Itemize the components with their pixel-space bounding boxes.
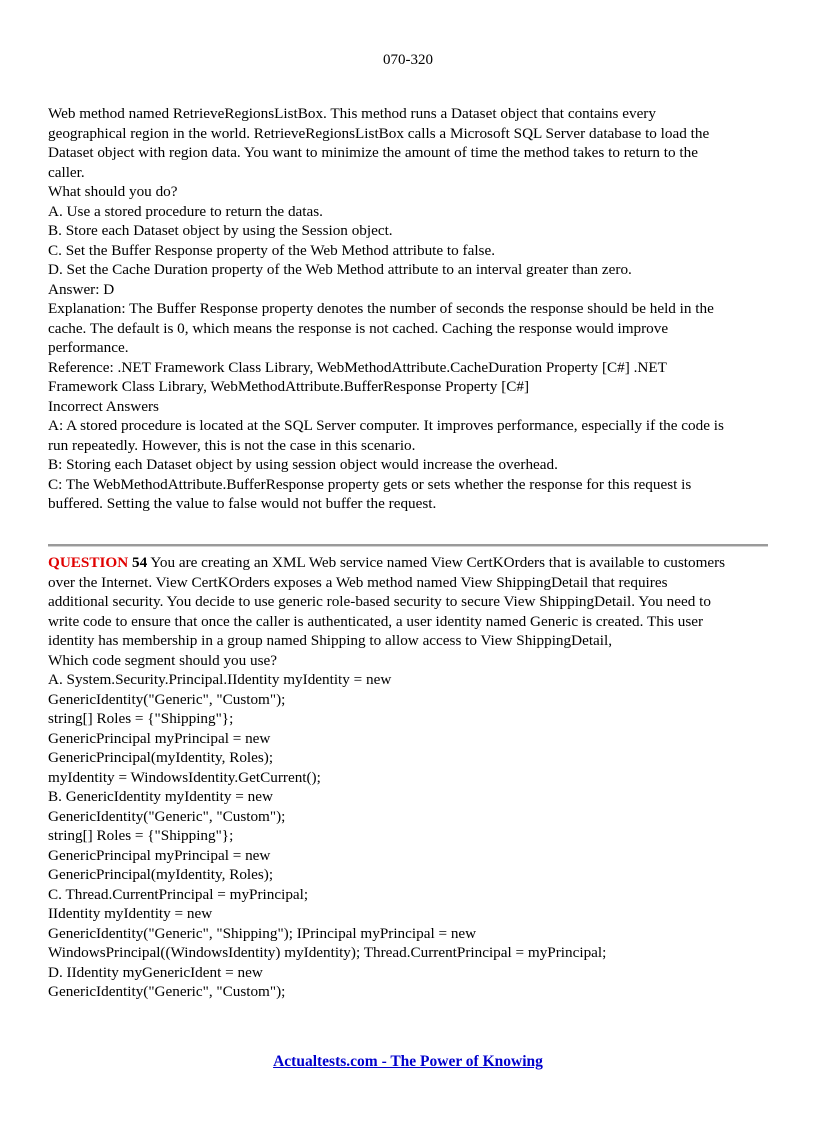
code-line: B. GenericIdentity myIdentity = new bbox=[48, 788, 273, 805]
code-line: GenericPrincipal myPrincipal = new bbox=[48, 729, 271, 747]
code-line: IIdentity myIdentity = new bbox=[48, 905, 213, 922]
explanation-line: cache. The default is 0, which means the response is not cached. Caching the response would improve bbox=[48, 319, 669, 337]
incorrect-answers-heading: Incorrect Answers bbox=[48, 397, 159, 415]
question-label: QUESTION bbox=[48, 554, 129, 571]
code-line: GenericIdentity("Generic", "Custom"); bbox=[48, 983, 286, 1000]
question-line: identity has membership in a group named Shipping to allow access to View ShippingDetail, bbox=[48, 632, 613, 649]
code-line: D. IIdentity myGenericIdent = new bbox=[48, 963, 263, 981]
code-line: myIdentity = WindowsIdentity.GetCurrent(); bbox=[48, 768, 321, 786]
footer-link[interactable]: Actualtests.com - The Power of Knowing bbox=[273, 1053, 543, 1070]
question-intro-text: You are creating an XML Web service named View CertKOrders that is available to customers bbox=[147, 554, 726, 571]
question-line: over the Internet. View CertKOrders exposes a Web method named View ShippingDetail that requires bbox=[48, 573, 668, 591]
question-prompt: What should you do? bbox=[48, 183, 178, 200]
intro-line: geographical region in the world. RetrieveRegionsListBox calls a Microsoft SQL Server database to load the bbox=[48, 124, 710, 142]
question-number: 54 bbox=[131, 554, 148, 571]
answer-line: Answer: D bbox=[48, 280, 115, 298]
question-continuation bbox=[48, 104, 774, 514]
code-line: GenericIdentity("Generic", "Shipping"); IPrincipal myPrincipal = new bbox=[48, 924, 477, 942]
code-line: GenericIdentity("Generic", "Custom"); bbox=[48, 807, 286, 825]
incorrect-answer-line: B: Storing each Dataset object by using session object would increase the overhead. bbox=[48, 456, 558, 473]
incorrect-answer-line: C: The WebMethodAttribute.BufferResponse property gets or sets whether the response for this request is bbox=[48, 475, 692, 493]
code-line: GenericIdentity("Generic", "Custom"); bbox=[48, 690, 286, 708]
explanation-line: Explanation: The Buffer Response property denotes the number of seconds the response should be held in the bbox=[48, 300, 714, 317]
section-divider bbox=[48, 544, 768, 547]
option-a: A. Use a stored procedure to return the datas. bbox=[48, 202, 323, 220]
code-line: GenericPrincipal myPrincipal = new bbox=[48, 846, 271, 864]
intro-line: caller. bbox=[48, 163, 85, 181]
reference-line: Framework Class Library, WebMethodAttribute.BufferResponse Property [C#] bbox=[48, 378, 530, 395]
code-line: GenericPrincipal(myIdentity, Roles); bbox=[48, 749, 274, 766]
page-footer bbox=[0, 1053, 816, 1071]
question-54 bbox=[48, 553, 774, 1002]
intro-line: Dataset object with region data. You want to minimize the amount of time the method takes to return to the bbox=[48, 144, 698, 161]
option-c: C. Set the Buffer Response property of the Web Method attribute to false. bbox=[48, 241, 495, 259]
intro-line: Web method named RetrieveRegionsListBox. This method runs a Dataset object that contains every bbox=[48, 105, 656, 122]
question-line: write code to ensure that once the caller is authenticated, a user identity named Generic is created. This user bbox=[48, 612, 704, 630]
incorrect-answer-line: buffered. Setting the value to false would not buffer the request. bbox=[48, 495, 437, 512]
incorrect-answer-line: run repeatedly. However, this is not the case in this scenario. bbox=[48, 436, 416, 454]
option-d: D. Set the Cache Duration property of the Web Method attribute to an interval greater than zero. bbox=[48, 261, 632, 278]
page-header: 070-320 bbox=[383, 52, 433, 68]
question-prompt: Which code segment should you use? bbox=[48, 651, 278, 669]
code-line: string[] Roles = {"Shipping"}; bbox=[48, 710, 234, 727]
code-line: GenericPrincipal(myIdentity, Roles); bbox=[48, 866, 274, 883]
code-line: A. System.Security.Principal.IIdentity myIdentity = new bbox=[48, 671, 392, 688]
code-line: WindowsPrincipal((WindowsIdentity) myIdentity); Thread.CurrentPrincipal = myPrincipal; bbox=[48, 944, 607, 961]
reference-line: Reference: .NET Framework Class Library, WebMethodAttribute.CacheDuration Property [C#] .NET bbox=[48, 358, 667, 376]
option-b: B. Store each Dataset object by using the Session object. bbox=[48, 222, 393, 239]
code-line: string[] Roles = {"Shipping"}; bbox=[48, 827, 234, 844]
explanation-line: performance. bbox=[48, 339, 129, 356]
question-first-line bbox=[48, 553, 774, 573]
code-line: C. Thread.CurrentPrincipal = myPrincipal; bbox=[48, 885, 309, 903]
incorrect-answer-line: A: A stored procedure is located at the SQL Server computer. It improves performance, especially if the code is bbox=[48, 417, 724, 434]
question-line: additional security. You decide to use generic role-based security to secure View ShippingDetail. You need to bbox=[48, 593, 711, 610]
